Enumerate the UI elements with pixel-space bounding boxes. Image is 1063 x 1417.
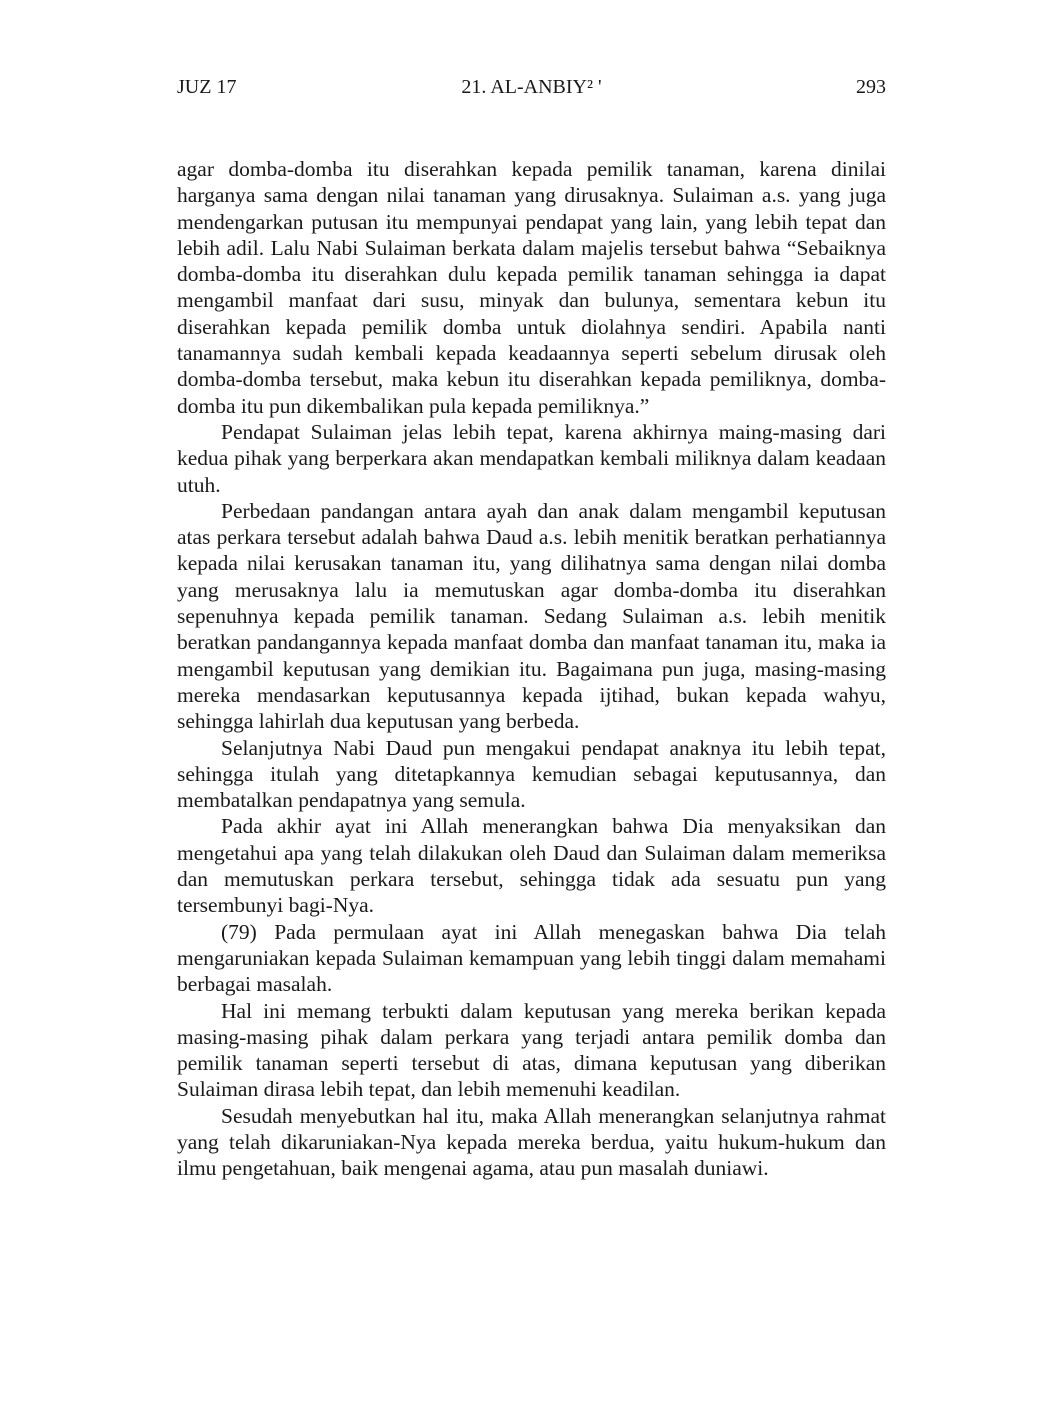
paragraph: Sesudah menyebutkan hal itu, maka Allah menerangkan selanjutnya rahmat yang telah dikaruniakan-Nya kepada mereka berdua, yaitu hukum-hukum dan ilmu pengetahuan, baik mengenai agama, atau pun masalah duniawi. (177, 1103, 886, 1181)
paragraph: Hal ini memang terbukti dalam keputusan yang mereka berikan kepada masing-masing pihak dalam perkara yang terjadi antara pemilik domba dan pemilik tanaman seperti tersebut di atas, dimana keputusan yang diberikan Sulaiman dirasa lebih tepat, dan lebih memenuhi keadilan. (177, 998, 886, 1102)
paragraph: Perbedaan pandangan antara ayah dan anak dalam mengambil keputusan atas perkara tersebut adalah bahwa Daud a.s. lebih menitik beratkan perhatiannya kepada nilai kerusakan tanaman itu, yang dilihatnya sama dengan nilai domba yang merusaknya lalu ia memutuskan agar domba-domba itu diserahkan sepenuhnya kepada pemilik tanaman. Sedang Sulaiman a.s. lebih menitik beratkan pandangannya kepada manfaat domba dan manfaat tanaman itu, maka ia mengambil keputusan yang demikian itu. Bagaimana pun juga, masing-masing mereka mendasarkan keputusannya kepada ijtihad, bukan kepada wahyu, sehingga lahirlah dua keputusan yang berbeda. (177, 498, 886, 734)
paragraph: Pada akhir ayat ini Allah menerangkan bahwa Dia menyaksikan dan mengetahui apa yang telah dilakukan oleh Daud dan Sulaiman dalam memeriksa dan memutuskan perkara tersebut, sehingga tidak ada sesuatu pun yang tersembunyi bagi-Nya. (177, 814, 886, 918)
paragraph-continued: agar domba-domba itu diserahkan kepada pemilik tanaman, karena dinilai harganya sama dengan nilai tanaman yang dirusaknya. Sulaiman a.s. yang juga mendengarkan putusan itu mempunyai pendapat yang lain, yang lebih tepat dan lebih adil. Lalu Nabi Sulaiman berkata dalam majelis tersebut bahwa “Sebaiknya domba-domba itu diserahkan dulu kepada pemilik tanaman sehingga ia dapat mengambil manfaat dari susu, minyak dan bulunya, sementara kebun itu diserahkan kepada pemilik domba untuk diolahnya sendiri. Apabila nanti tanamannya sudah kembali kepada keadaannya seperti sebelum dirusak oleh domba-domba tersebut, maka kebun itu diserahkan kepada pemiliknya, domba-domba itu pun dikembalikan pula kepada pemiliknya.” (177, 157, 886, 418)
page-number: 293 (856, 76, 886, 98)
body-text (177, 156, 886, 1182)
surah-title: 21. AL-ANBIY² ' (461, 76, 602, 98)
running-header (177, 72, 886, 102)
document-page (177, 0, 886, 1417)
juz-label: JUZ 17 (177, 76, 237, 98)
paragraph: Pendapat Sulaiman jelas lebih tepat, karena akhirnya maing-masing dari kedua pihak yang berperkara akan mendapatkan kembali miliknya dalam keadaan utuh. (177, 419, 886, 497)
paragraph: Selanjutnya Nabi Daud pun mengakui pendapat anaknya itu lebih tepat, sehingga itulah yang ditetapkannya kemudian sebagai keputusannya, dan membatalkan pendapatnya yang semula. (177, 735, 886, 813)
paragraph: (79) Pada permulaan ayat ini Allah menegaskan bahwa Dia telah mengaruniakan kepada Sulaiman kemampuan yang lebih tinggi dalam memahami berbagai masalah. (177, 919, 886, 997)
